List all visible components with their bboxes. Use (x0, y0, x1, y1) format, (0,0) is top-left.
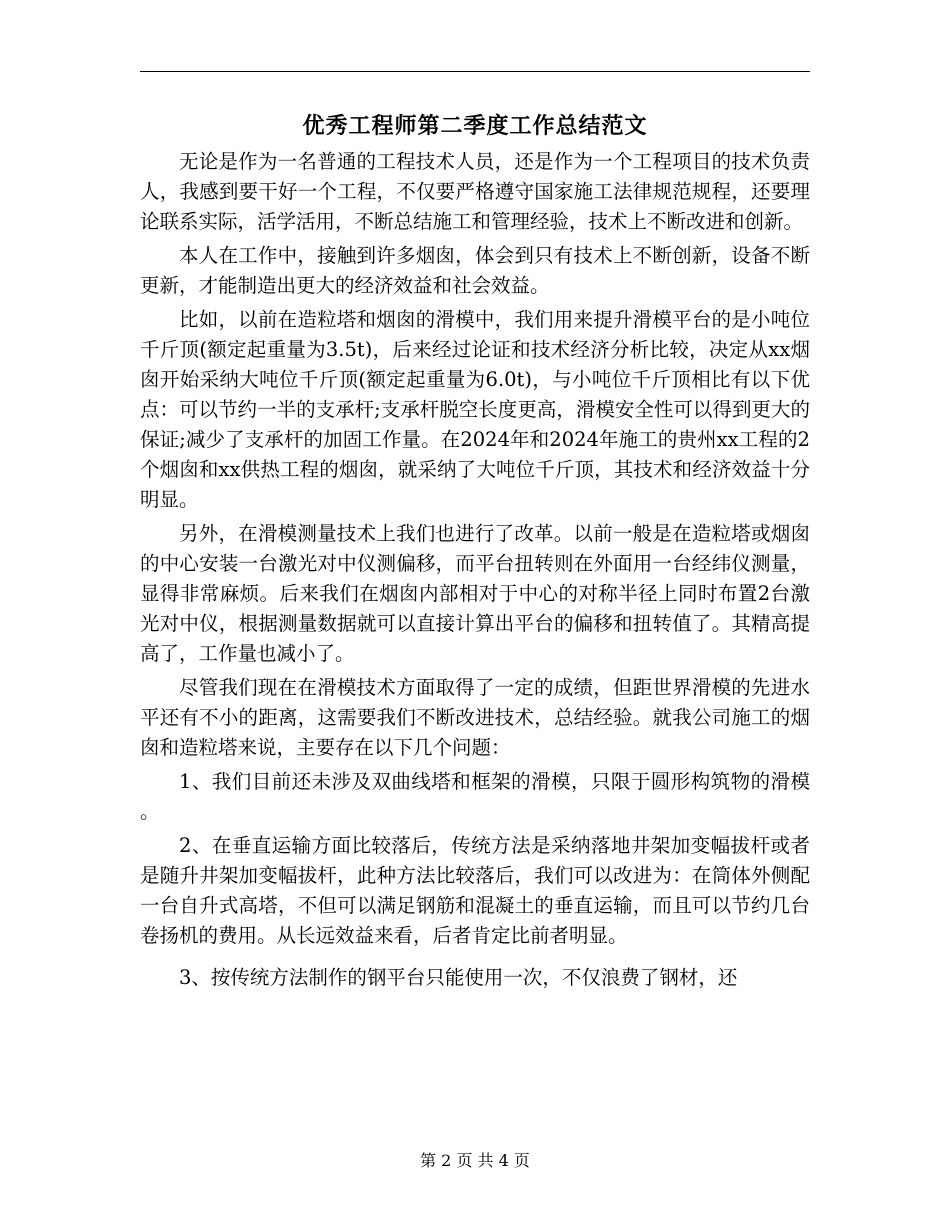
page-footer: 第 2 页 共 4 页 (420, 1151, 530, 1170)
document-body (140, 147, 810, 997)
paragraph: 1、我们目前还未涉及双曲线塔和框架的滑模，只限于圆形构筑物的滑模。 (140, 770, 810, 823)
paragraph: 本人在工作中，接触到许多烟囱，体会到只有技术上不断创新，设备不断更新，才能制造出更大的经济效益和社会效益。 (140, 244, 810, 297)
paragraph: 无论是作为一名普通的工程技术人员，还是作为一个工程项目的技术负责人，我感到要干好一个工程，不仅要严格遵守国家施工法律规范规程，还要理论联系实际，活学活用，不断总结施工和管理经验，技术上不断改进和创新。 (140, 150, 810, 233)
paragraph: 2、在垂直运输方面比较落后，传统方法是采纳落地井架加变幅拔杆或者是随升井架加变幅拔杆，此种方法比较落后，我们可以改进为：在筒体外侧配一台自升式高塔，不但可以满足钢筋和混凝土的垂直运输，而且可以节约几台卷扬机的费用。从长远效益来看，后者肯定比前者明显。 (140, 834, 810, 947)
paragraph: 另外，在滑模测量技术上我们也进行了改革。以前一般是在造粒塔或烟囱的中心安装一台激光对中仪测偏移，而平台扭转则在外面用一台经纬仪测量，显得非常麻烦。后来我们在烟囱内部相对于中心的对称半径上同时布置2台激光对中仪，根据测量数据就可以直接计算出平台的偏移和扭转值了。其精高提高了，工作量也减小了。 (140, 522, 810, 665)
paragraph: 3、按传统方法制作的钢平台只能使用一次，不仅浪费了钢材，还 (179, 966, 738, 989)
paragraph: 比如，以前在造粒塔和烟囱的滑模中，我们用来提升滑模平台的是小吨位千斤顶(额定起重量为3.5t)，后来经过论证和技术经济分析比较，决定从xx烟囱开始采纳大吨位千斤顶(额定起重量为6.0t)，与小吨位千斤顶相比有以下优点：可以节约一半的支承杆;支承杆脱空长度更高，滑模安全性可以得到更大的保证;减少了支承杆的加固工作量。在2024年和2024年施工的贵州xx工程的2个烟囱和xx供热工程的烟囱，就采纳了大吨位千斤顶，其技术和经济效益十分明显。 (140, 308, 810, 511)
header-rule (140, 71, 810, 72)
paragraph: 尽管我们现在在滑模技术方面取得了一定的成绩，但距世界滑模的先进水平还有不小的距离，这需要我们不断改进技术，总结经验。就我公司施工的烟囱和造粒塔来说，主要存在以下几个问题： (140, 676, 810, 759)
document-title: 优秀工程师第二季度工作总结范文 (302, 113, 648, 139)
